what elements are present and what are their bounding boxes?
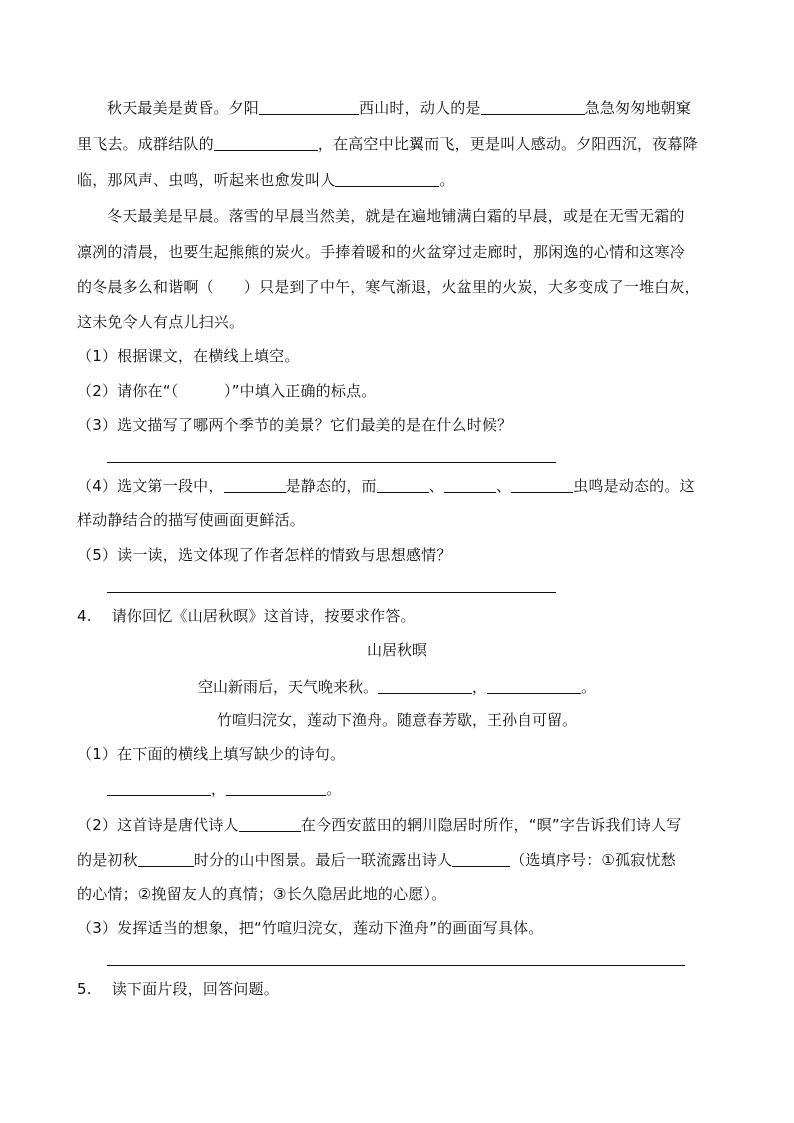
text: ，在高空中比翼而飞，更是叫人感动。夕阳西沉，夜幕降 [317, 135, 698, 153]
passage-p1-line3 [77, 170, 455, 190]
text: 。 [439, 171, 455, 189]
text: 临，那风声、虫鸣，听起来也愈发叫人 [77, 171, 336, 189]
question-1 [77, 346, 300, 366]
question-text: （3）选文描写了哪两个季节的美景？它们最美的是在什么时候？ [77, 416, 513, 434]
passage-p2-line2 [77, 242, 685, 262]
question-text: （选填序号：①孤寂忧愁 [510, 851, 676, 869]
text: 急急匆匆地朝窠 [584, 99, 692, 117]
fill-blank[interactable] [377, 478, 429, 493]
section-instruction: 读下面片段，回答问题。 [111, 980, 279, 998]
s4-question-2-cont [77, 850, 676, 870]
text: 凛冽的清晨，也要生起熊熊的炭火。手捧着暖和的火盆穿过走廊时，那闲逸的心情和这寒冷 [77, 243, 686, 261]
question-2 [77, 381, 377, 401]
s4-question-3 [77, 918, 544, 938]
question-3 [77, 415, 512, 435]
question-text: （2）请你在“（ ）”中填入正确的标点。 [77, 382, 377, 400]
fill-blank[interactable] [335, 172, 439, 187]
poem-title [0, 640, 794, 660]
text: 冬天最美是早晨。落雪的早晨当然美，就是在遍地铺满白霜的早晨，或是在无雪无霜的 [107, 207, 685, 225]
passage-p1-line2 [77, 134, 698, 154]
poem-line-2 [0, 710, 794, 730]
passage-p2-line3 [77, 277, 700, 297]
text: 秋天最美是黄昏。夕阳 [107, 99, 260, 117]
fill-blank[interactable] [138, 852, 194, 867]
fill-blank[interactable] [224, 478, 286, 493]
text: 。 [581, 678, 597, 696]
question-text: 虫鸣是动态的。这 [573, 477, 695, 495]
passage-p2-line4 [77, 312, 244, 332]
text: 西山时，动人的是 [359, 99, 481, 117]
fill-blank[interactable] [378, 679, 472, 694]
text: 。 [326, 780, 342, 798]
text: ）只是到了中午，寒气渐退，火盆里的火炭，大多变成了一堆白灰， [243, 278, 700, 296]
s4-question-1 [77, 744, 345, 764]
question-text: 是静态的，而 [285, 477, 377, 495]
s4-question-2-cont2 [77, 884, 446, 904]
passage-p2-line1 [107, 206, 685, 226]
answer-line[interactable] [107, 592, 556, 593]
question-text: （5）读一读，选文体现了作者怎样的情致与思想感情？ [77, 546, 452, 564]
question-text: （4）选文第一段中， [77, 477, 224, 495]
question-text: （1）根据课文，在横线上填空。 [77, 347, 300, 365]
fill-blank[interactable] [107, 781, 211, 796]
question-text: （3）发挥适当的想象，把“竹喧归浣女，莲动下渔舟”的画面写具体。 [77, 919, 544, 937]
fill-blank[interactable] [214, 136, 318, 151]
s4-question-1-blanks [107, 779, 341, 799]
section-number: 4. [77, 607, 92, 625]
question-4-cont [77, 510, 305, 530]
poem-text: 空山新雨后，天气晚来秋。 [197, 678, 378, 696]
fill-blank[interactable] [259, 100, 359, 115]
fill-blank[interactable] [487, 679, 581, 694]
poem-title-text: 山居秋暝 [366, 641, 427, 659]
section-5-header [77, 979, 279, 999]
question-5 [77, 545, 452, 565]
fill-blank[interactable] [226, 781, 326, 796]
question-text: 样动静结合的描写使画面更鲜活。 [77, 511, 306, 529]
fill-blank[interactable] [481, 100, 585, 115]
section-4-header [77, 606, 416, 626]
question-text: 的是初秋 [77, 851, 138, 869]
section-number: 5. [77, 980, 92, 998]
answer-line[interactable] [107, 965, 685, 966]
poem-text: 竹喧归浣女，莲动下渔舟。随意春芳歇，王孙自可留。 [216, 711, 577, 729]
text: 、 [495, 477, 512, 495]
s4-question-2 [77, 815, 682, 835]
text: ， [211, 780, 227, 798]
text: 这未免令人有点儿扫兴。 [77, 313, 245, 331]
text: 里飞去。成群结队的 [77, 135, 214, 153]
text: ， [471, 678, 487, 696]
text: 的冬晨多么和谐啊（ [77, 278, 214, 296]
fill-blank[interactable] [511, 478, 573, 493]
poem-line-1 [0, 677, 794, 697]
fill-blank[interactable] [239, 817, 301, 832]
text: 、 [428, 477, 444, 495]
question-text: （1）在下面的横线上填写缺少的诗句。 [77, 745, 346, 763]
question-text: 在今西安蓝田的辋川隐居时所作，“暝”字告诉我们诗人写 [300, 816, 682, 834]
question-4 [77, 476, 695, 496]
question-text: （2）这首诗是唐代诗人 [77, 816, 239, 834]
answer-line[interactable] [107, 462, 556, 463]
passage-p1-line1 [107, 98, 691, 118]
section-instruction: 请你回忆《山居秋暝》这首诗，按要求作答。 [111, 607, 416, 625]
fill-blank[interactable] [452, 852, 510, 867]
question-text: 时分的山中图景。最后一联流露出诗人 [193, 851, 453, 869]
fill-blank[interactable] [444, 478, 496, 493]
question-text: 的心情；②挽留友人的真情；③长久隐居此地的心愿）。 [77, 885, 447, 903]
